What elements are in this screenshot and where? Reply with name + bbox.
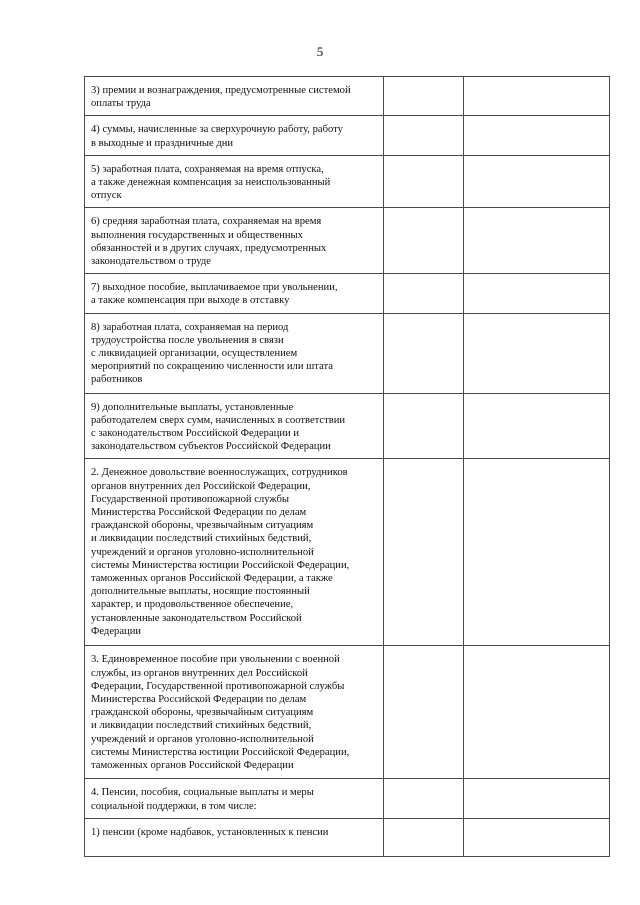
- table-cell-value-2: [464, 274, 610, 313]
- page-number: 5: [316, 44, 324, 59]
- table-cell-description: [85, 77, 384, 116]
- table-row: [85, 274, 610, 313]
- table-cell-value-1: [384, 459, 464, 646]
- table-cell-description: [85, 818, 384, 856]
- row-label: 7) выходное пособие, выплачиваемое при увольнении, а также компенсация при выходе в отставку: [91, 282, 338, 307]
- table-cell-value-2: [464, 779, 610, 818]
- table-cell-description: [85, 779, 384, 818]
- table-cell-value-1: [384, 313, 464, 393]
- table-cell-value-2: [464, 818, 610, 856]
- table-cell-value-2: [464, 646, 610, 779]
- table-cell-description: [85, 274, 384, 313]
- table-cell-value-1: [384, 393, 464, 459]
- table-cell-value-1: [384, 208, 464, 274]
- row-label: 4. Пенсии, пособия, социальные выплаты и меры социальной поддержки, в том числе:: [91, 787, 314, 812]
- row-label: 5) заработная плата, сохраняемая на время отпуска, а также денежная компенсация за неиспользованный отпуск: [91, 163, 331, 202]
- table-row: [85, 779, 610, 818]
- table-cell-value-2: [464, 313, 610, 393]
- table-row: [85, 155, 610, 208]
- income-table: [84, 76, 610, 857]
- table-cell-description: [85, 116, 384, 155]
- table-row: [85, 77, 610, 116]
- table-cell-value-2: [464, 393, 610, 459]
- table-cell-value-2: [464, 116, 610, 155]
- table-cell-description: [85, 646, 384, 779]
- row-label: 6) средняя заработная плата, сохраняемая на время выполнения государственных и общественных обязанностей и в других случаях, предусмотренных законодательством о труде: [91, 216, 327, 268]
- table-cell-value-1: [384, 77, 464, 116]
- table-row: [85, 818, 610, 856]
- table-row: [85, 208, 610, 274]
- row-label: 1) пенсии (кроме надбавок, установленных к пенсии: [91, 826, 329, 838]
- table-cell-value-2: [464, 77, 610, 116]
- row-label: 4) суммы, начисленные за сверхурочную работу, работу в выходные и праздничные дни: [91, 124, 343, 149]
- table-cell-value-2: [464, 459, 610, 646]
- table-cell-value-1: [384, 274, 464, 313]
- row-label: 3. Единовременное пособие при увольнении с военной службы, из органов внутренних дел Российской Федерации, Государственной противопожарной службы Министерства Российской Федерации по делам гражданской обороны, чрезвычайным ситуациям и ликвидации последствий стихийных бедствий, учреждений и органов уголовно-исполнительной системы Министерства юстиции Российской Федерации, таможенных органов Российской Федерации: [91, 654, 350, 772]
- table-cell-description: [85, 155, 384, 208]
- table-cell-value-2: [464, 208, 610, 274]
- table-cell-value-1: [384, 646, 464, 779]
- row-label: 2. Денежное довольствие военнослужащих, сотрудников органов внутренних дел Российской Федерации, Государственной противопожарной службы Министерства Российской Федерации по делам гражданской обороны, чрезвычайным ситуациям и ликвидации последствий стихийных бедствий, учреждений и органов уголовно-исполнительной системы Министерства юстиции Российской Федерации, таможенных органов Российской Федерации, а также дополнительные выплаты, носящие постоянный характер, и продовольственное обеспечение, установленные законодательством Российской Федерации: [91, 467, 350, 637]
- table-cell-value-1: [384, 155, 464, 208]
- table-cell-description: [85, 313, 384, 393]
- table-row: [85, 393, 610, 459]
- table-cell-value-1: [384, 779, 464, 818]
- table-cell-description: [85, 393, 384, 459]
- table-row: [85, 646, 610, 779]
- table-row: [85, 313, 610, 393]
- table-cell-description: [85, 459, 384, 646]
- table-cell-value-2: [464, 155, 610, 208]
- table-row: [85, 116, 610, 155]
- row-label: 3) премии и вознаграждения, предусмотренные системой оплаты труда: [91, 85, 351, 110]
- table-row: [85, 459, 610, 646]
- table-cell-value-1: [384, 818, 464, 856]
- table-cell-value-1: [384, 116, 464, 155]
- row-label: 8) заработная плата, сохраняемая на период трудоустройства после увольнения в связи с ликвидацией организации, осуществлением мероприятий по сокращению численности или штата работников: [91, 321, 333, 386]
- row-label: 9) дополнительные выплаты, установленные работодателем сверх сумм, начисленных в соответствии с законодательством Российской Федерации и законодательством субъектов Российской Федерации: [91, 401, 346, 453]
- table-cell-description: [85, 208, 384, 274]
